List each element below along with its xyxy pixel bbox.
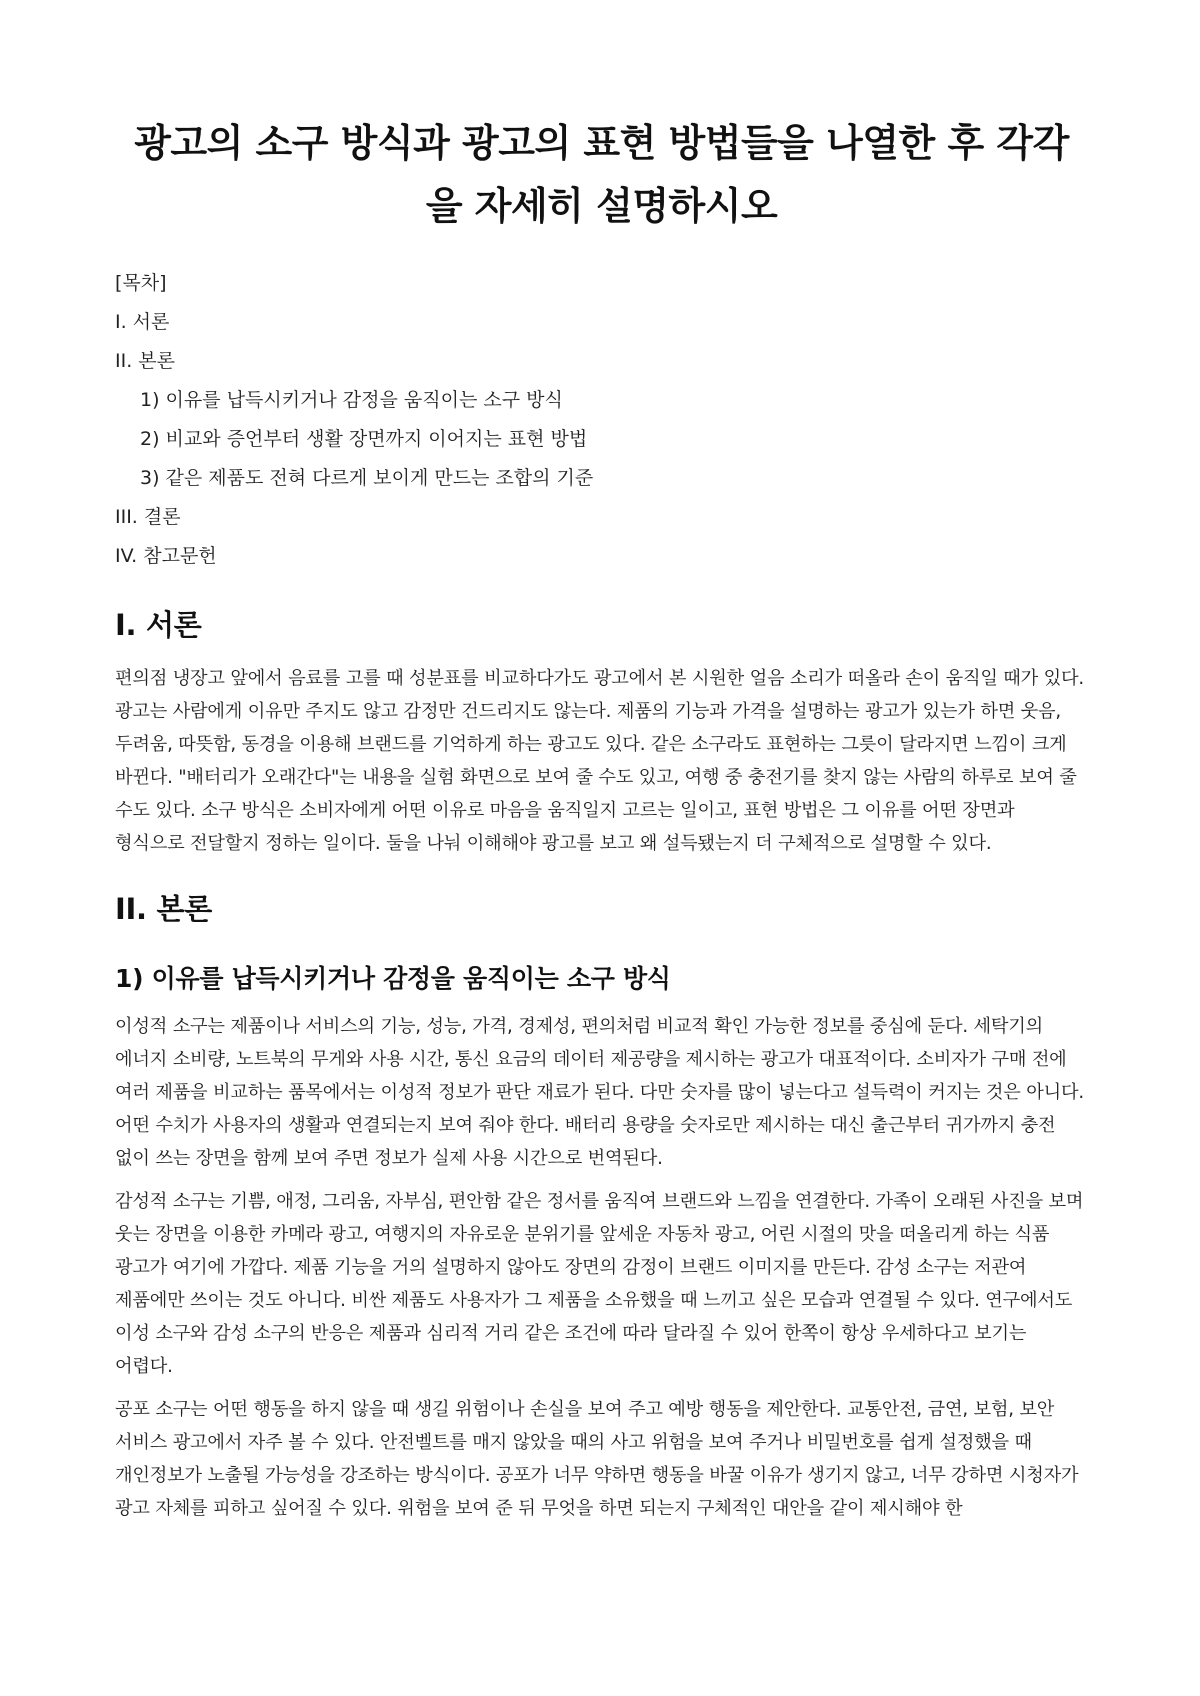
intro-section-title: I. 서론 — [115, 608, 202, 642]
emotional-appeal-paragraph: 감성적 소구는 기쁨, 애정, 그리움, 자부심, 편안함 같은 정서를 움직여 브랜드와 느낌을 연결한다. 가족이 오래된 사진을 보며 웃는 장면을 이용한 카메라 광고, 여행지의 자유로운 분위기를 앞세운 자동차 광고, 어린 시절의 맛을 떠올리게 하는 식품 광고가 여기에 가깝다. 제품 기능을 거의 설명하지 않아도 장면의 감정이 브랜드 이미지를 만든다. 감성 소구는 저관여 제품에만 쓰이는 것도 아니다. 비싼 제품도 사용자가 그 제품을 소유했을 때 느끼고 싶은 모습과 연결될 수 있다. 연구에서도 이성 소구와 감성 소구의 반응은 제품과 심리적 거리 같은 조건에 따라 달라질 수 있어 한쪽이 항상 우세하다고 보기는 어렵다. — [115, 1191, 1084, 1377]
toc-item-body-expression-methods: 2) 비교와 증언부터 생활 장면까지 이어지는 표현 방법 — [140, 428, 588, 450]
toc-item-body: II. 본론 — [115, 350, 175, 372]
toc-item-references: IV. 참고문헌 — [115, 545, 217, 567]
toc-item-body-appeal-methods: 1) 이유를 납득시키거나 감정을 움직이는 소구 방식 — [140, 389, 563, 411]
body-section-title: II. 본론 — [115, 892, 212, 926]
toc-item-introduction: I. 서론 — [115, 311, 170, 333]
subsection-appeal-title: 1) 이유를 납득시키거나 감정을 움직이는 소구 방식 — [115, 964, 671, 993]
toc-item-body-combination-criteria: 3) 같은 제품도 전혀 다르게 보이게 만드는 조합의 기준 — [140, 467, 594, 489]
table-of-contents — [115, 264, 1088, 576]
toc-item-conclusion: III. 결론 — [115, 506, 181, 528]
fear-appeal-paragraph: 공포 소구는 어떤 행동을 하지 않을 때 생길 위험이나 손실을 보여 주고 예방 행동을 제안한다. 교통안전, 금연, 보험, 보안 서비스 광고에서 자주 볼 수 있다. 안전벨트를 매지 않았을 때의 사고 위험을 보여 주거나 비밀번호를 쉽게 설정했을 때 개인정보가 노출될 가능성을 강조하는 방식이다. 공포가 너무 약하면 행동을 바꿀 이유가 생기지 않고, 너무 강하면 시청자가 광고 자체를 피하고 싶어질 수 있다. 위험을 보여 준 뒤 무엇을 하면 되는지 구체적인 대안을 같이 제시해야 한 — [115, 1399, 1079, 1519]
toc-heading: [목차] — [115, 272, 167, 294]
intro-paragraph: 편의점 냉장고 앞에서 음료를 고를 때 성분표를 비교하다가도 광고에서 본 시원한 얼음 소리가 떠올라 손이 움직일 때가 있다. 광고는 사람에게 이유만 주지도 않고 감정만 건드리지도 않는다. 제품의 기능과 가격을 설명하는 광고가 있는가 하면 웃음, 두려움, 따뜻함, 동경을 이용해 브랜드를 기억하게 하는 광고도 있다. 같은 소구라도 표현하는 그릇이 달라지면 느낌이 크게 바뀐다. "배터리가 오래간다"는 내용을 실험 화면으로 보여 줄 수도 있고, 여행 중 충전기를 찾지 않는 사람의 하루로 보여 줄 수도 있다. 소구 방식은 소비자에게 어떤 이유로 마음을 움직일지 고르는 일이고, 표현 방법은 그 이유를 어떤 장면과 형식으로 전달할지 정하는 일이다. 둘을 나눠 이해해야 광고를 보고 왜 설득됐는지 더 구체적으로 설명할 수 있다. — [115, 668, 1084, 854]
document-title: 광고의 소구 방식과 광고의 표현 방법들을 나열한 후 각각을 자세히 설명하시오 — [134, 121, 1069, 228]
rational-appeal-paragraph: 이성적 소구는 제품이나 서비스의 기능, 성능, 가격, 경제성, 편의처럼 비교적 확인 가능한 정보를 중심에 둔다. 세탁기의 에너지 소비량, 노트북의 무게와 사용 시간, 통신 요금의 데이터 제공량을 제시하는 광고가 대표적이다. 소비자가 구매 전에 여러 제품을 비교하는 품목에서는 이성적 정보가 판단 재료가 된다. 다만 숫자를 많이 넣는다고 설득력이 커지는 것은 아니다. 어떤 수치가 사용자의 생활과 연결되는지 보여 줘야 한다. 배터리 용량을 숫자로만 제시하는 대신 출근부터 귀가까지 충전 없이 쓰는 장면을 함께 보여 주면 정보가 실제 사용 시간으로 번역된다. — [115, 1016, 1084, 1169]
